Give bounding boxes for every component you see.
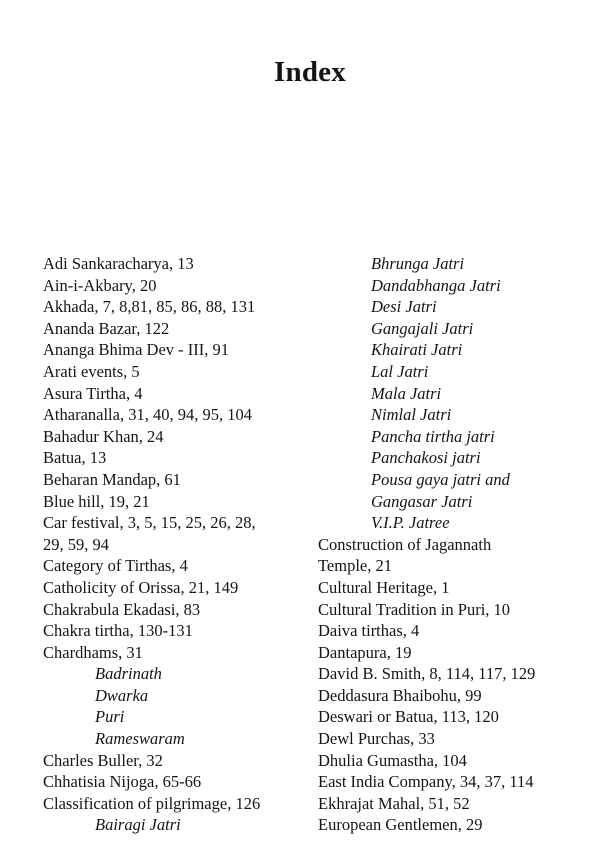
index-entry: Classification of pilgrimage, 126 — [43, 793, 261, 813]
index-entry: Atharanalla, 31, 40, 94, 95, 104 — [43, 405, 252, 425]
index-subentry: Badrinath — [95, 664, 162, 684]
index-entry: Cultural Tradition in Puri, 10 — [318, 599, 511, 619]
index-subentry: Gangasar Jatri — [371, 491, 473, 511]
index-entry: European Gentlemen, 29 — [318, 815, 483, 835]
index-column-right — [318, 253, 598, 836]
index-entry: Ananga Bhima Dev - III, 91 — [43, 340, 230, 360]
index-entry: Ain-i-Akbary, 20 — [43, 275, 157, 295]
index-entry: Bahadur Khan, 24 — [43, 426, 164, 446]
index-entry: Chardhams, 31 — [43, 642, 143, 662]
index-subentry: Pousa gaya jatri and — [371, 469, 510, 489]
index-entry: East India Company, 34, 37, 114 — [318, 772, 534, 792]
index-entry: Ananda Bazar, 122 — [43, 318, 170, 338]
index-entry: Beharan Mandap, 61 — [43, 469, 181, 489]
index-subentry: Bhrunga Jatri — [371, 254, 465, 273]
index-entry: Charles Buller, 32 — [43, 750, 163, 770]
index-entry: Cultural Heritage, 1 — [318, 577, 450, 597]
index-entry: Blue hill, 19, 21 — [43, 491, 150, 511]
index-column-left — [43, 253, 333, 836]
index-subentry: Mala Jatri — [371, 383, 442, 403]
index-entry: Deswari or Batua, 113, 120 — [318, 707, 499, 727]
index-entry: Batua, 13 — [43, 448, 107, 468]
index-entry: Dewl Purchas, 33 — [318, 729, 435, 749]
index-entry: Adi Sankaracharya, 13 — [43, 254, 194, 273]
index-entry: Temple, 21 — [318, 556, 392, 576]
index-entry: Catholicity of Orissa, 21, 149 — [43, 577, 239, 597]
index-subentry: Bairagi Jatri — [95, 815, 181, 835]
index-entry: Arati events, 5 — [43, 361, 140, 381]
index-subentry: Gangajali Jatri — [371, 318, 474, 338]
index-entry: Construction of Jagannath — [318, 534, 492, 554]
index-subentry: Panchakosi jatri — [371, 448, 481, 468]
index-subentry: V.I.P. Jatree — [371, 513, 450, 533]
index-entry: Dantapura, 19 — [318, 642, 412, 662]
index-subentry: Dandabhanga Jatri — [371, 275, 501, 295]
index-entry: Dhulia Gumastha, 104 — [318, 750, 467, 770]
index-subentry: Dwarka — [95, 685, 149, 705]
index-entry: Deddasura Bhaibohu, 99 — [318, 685, 482, 705]
index-entry: Chakrabula Ekadasi, 83 — [43, 599, 201, 619]
index-entry: Akhada, 7, 8,81, 85, 86, 88, 131 — [43, 297, 256, 317]
index-entry: Chakra tirtha, 130-131 — [43, 621, 193, 641]
index-entry: Daiva tirthas, 4 — [318, 621, 420, 641]
index-subentry: Pancha tirtha jatri — [371, 426, 495, 446]
index-subentry: Lal Jatri — [371, 361, 429, 381]
index-entry: Car festival, 3, 5, 15, 25, 26, 28, — [43, 513, 256, 533]
index-subentry: Desi Jatri — [371, 297, 437, 317]
index-subentry: Rameswaram — [95, 729, 185, 749]
index-entry: 29, 59, 94 — [43, 534, 109, 554]
index-entry: Asura Tirtha, 4 — [43, 383, 143, 403]
index-subentry: Nimlal Jatri — [371, 405, 452, 425]
index-entry: Category of Tirthas, 4 — [43, 556, 188, 576]
index-entry: Ekhrajat Mahal, 51, 52 — [318, 793, 470, 813]
index-entry: Chhatisia Nijoga, 65-66 — [43, 772, 202, 792]
index-subentry: Khairati Jatri — [371, 340, 463, 360]
index-entry: David B. Smith, 8, 114, 117, 129 — [318, 664, 536, 684]
page-title: Index — [274, 56, 346, 88]
index-subentry: Puri — [95, 707, 125, 727]
